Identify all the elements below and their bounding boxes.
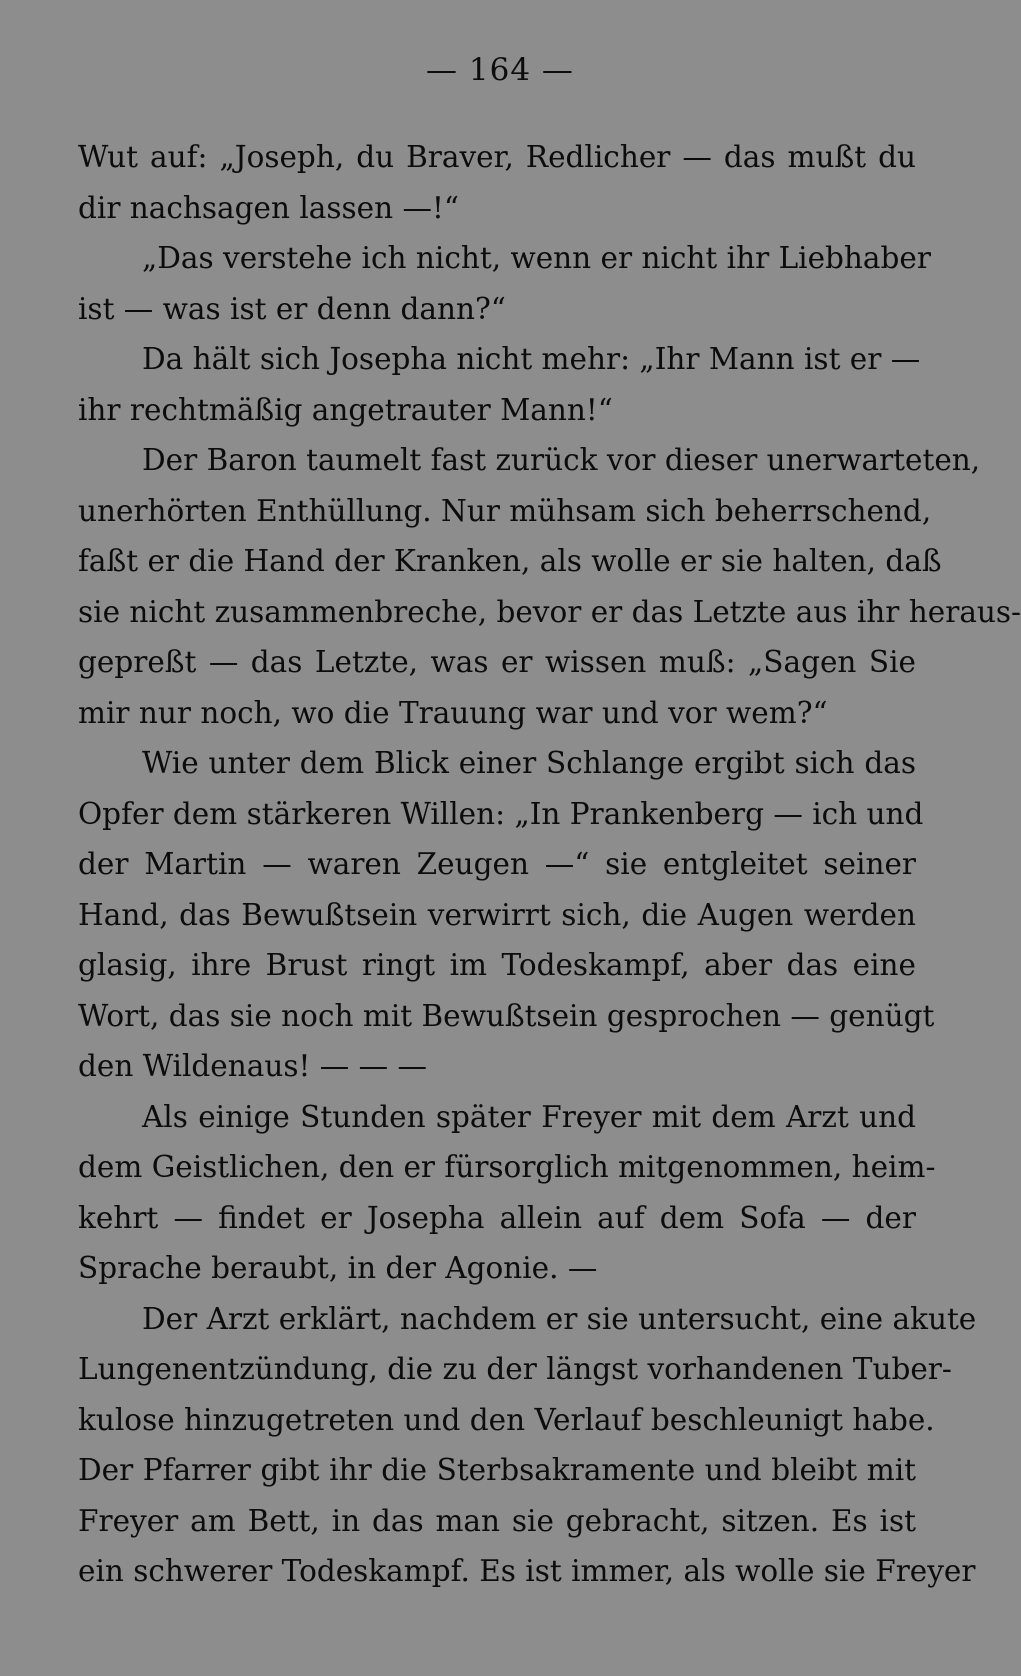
text-line: der Martin — waren Zeugen —“ sie entgleitet seiner (78, 847, 916, 881)
text-line: faßt er die Hand der Kranken, als wolle er sie halten, daß (78, 544, 942, 578)
body-text (78, 132, 1021, 1597)
text-line: glasig, ihre Brust ringt im Todeskampf, aber das eine (78, 948, 916, 982)
text-line: kulose hinzugetreten und den Verlauf beschleunigt habe. (78, 1402, 935, 1437)
text-line: dem Geistlichen, den er fürsorglich mitgenommen, heim- (78, 1150, 936, 1184)
text-line: gepreßt — das Letzte, was er wissen muß: „Sagen Sie (78, 645, 916, 679)
text-line: Opfer dem stärkeren Willen: „In Prankenberg — ich und (78, 796, 924, 831)
page-number: — 164 — (426, 52, 574, 88)
text-line: ein schwerer Todeskampf. Es ist immer, als wolle sie Freyer (78, 1554, 976, 1588)
text-line: Wie unter dem Blick einer Schlange ergibt sich das (142, 746, 916, 780)
text-line: Als einige Stunden später Freyer mit dem Arzt und (142, 1099, 916, 1134)
text-line: Hand, das Bewußtsein verwirrt sich, die Augen werden (78, 897, 916, 932)
text-line: kehrt — findet er Josepha allein auf dem Sofa — der (78, 1200, 916, 1235)
text-line: Wort, das sie noch mit Bewußtsein gesprochen — genügt (78, 998, 935, 1033)
text-line: Wut auf: „Joseph, du Braver, Redlicher — das mußt du (78, 140, 916, 174)
text-line: Sprache beraubt, in der Agonie. — (78, 1251, 598, 1285)
text-line: Da hält sich Josepha nicht mehr: „Ihr Mann ist er — (142, 342, 921, 376)
text-line: Der Arzt erklärt, nachdem er sie untersucht, eine akute (142, 1301, 977, 1336)
text-line: Der Baron taumelt fast zurück vor dieser unerwarteten, (142, 443, 981, 477)
text-line: unerhörten Enthüllung. Nur mühsam sich beherrschend, (78, 493, 932, 528)
text-line: ist — was ist er denn dann?“ (78, 291, 506, 326)
text-line: mir nur noch, wo die Trauung war und vor wem?“ (78, 695, 828, 730)
text-line: sie nicht zusammenbreche, bevor er das Letzte aus ihr heraus- (78, 594, 1021, 629)
text-line: Lungenentzündung, die zu der längst vorhandenen Tuber- (78, 1352, 952, 1386)
text-line: Freyer am Bett, in das man sie gebracht, sitzen. Es ist (78, 1503, 916, 1538)
text-line: „Das verstehe ich nicht, wenn er nicht ihr Liebhaber (142, 241, 931, 275)
text-line: Der Pfarrer gibt ihr die Sterbsakramente und bleibt mit (78, 1453, 916, 1487)
text-line: dir nachsagen lassen —!“ (78, 190, 459, 225)
text-line: ihr rechtmäßig angetrauter Mann!“ (78, 392, 613, 427)
text-line: den Wildenaus! — — — (78, 1049, 427, 1083)
